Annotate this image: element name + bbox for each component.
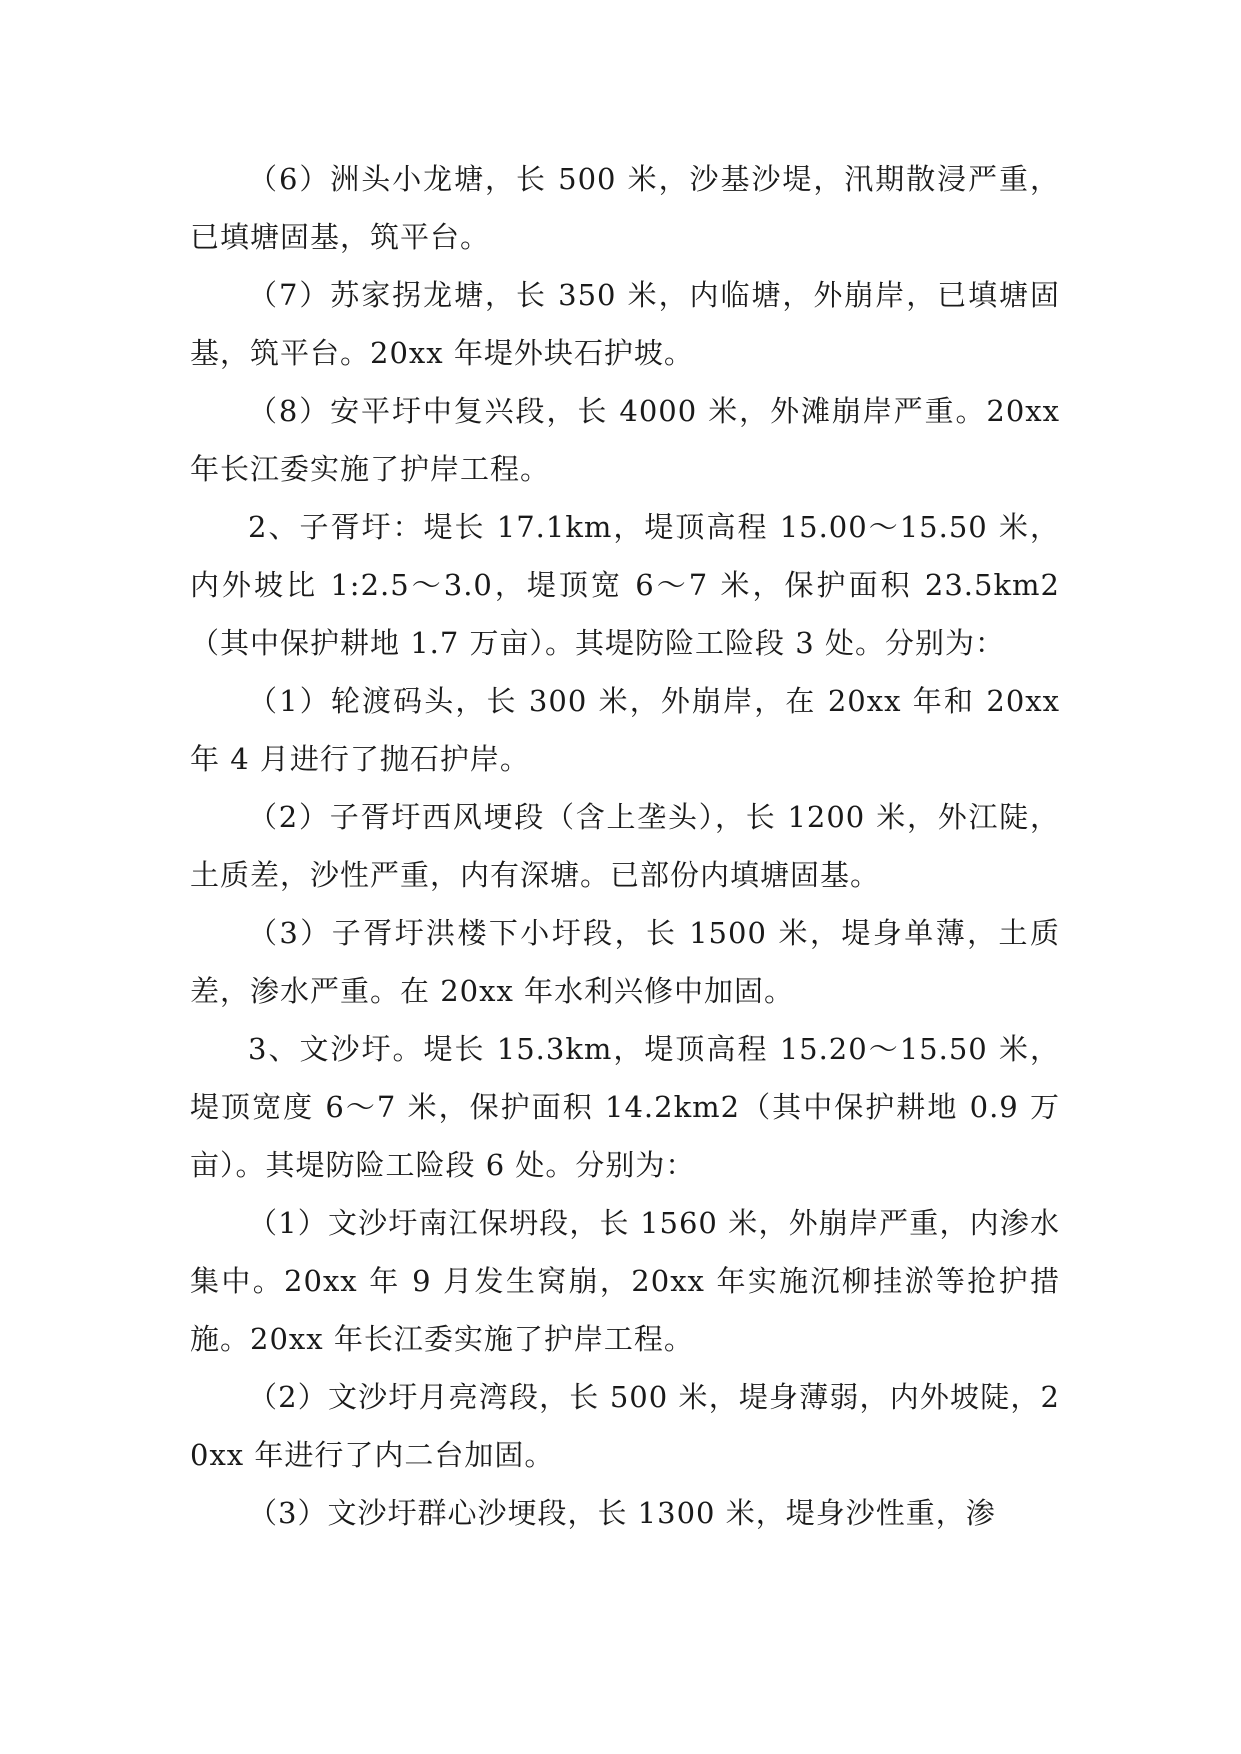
paragraph-8: 3、文沙圩。堤长 15.3km，堤顶高程 15.20～15.50 米，堤顶宽度 6～7 米，保护面积 14.2km2（其中保护耕地 0.9 万亩）。其堤防险工险段 6 处。分别为： [190,1032,1060,1182]
paragraph-4: 2、子胥圩：堤长 17.1km，堤顶高程 15.00～15.50 米，内外坡比 1:2.5～3.0，堤顶宽 6～7 米，保护面积 23.5km2（其中保护耕地 1.7 万亩）。其堤防险工险段 3 处。分别为： [190,510,1060,660]
paragraph-11: （3）文沙圩群心沙埂段，长 1300 米，堤身沙性重，渗 [248,1496,996,1530]
paragraph-6: （2）子胥圩西风埂段（含上垄头），长 1200 米，外江陡，土质差，沙性严重，内有深塘。已部份内填塘固基。 [190,800,1060,892]
paragraph-5: （1）轮渡码头，长 300 米，外崩岸，在 20xx 年和 20xx 年 4 月进行了抛石护岸。 [190,684,1060,776]
paragraph-3: （8）安平圩中复兴段，长 4000 米，外滩崩岸严重。20xx 年长江委实施了护岸工程。 [190,394,1060,486]
paragraph-10: （2）文沙圩月亮湾段，长 500 米，堤身薄弱，内外坡陡，20xx 年进行了内二台加固。 [190,1380,1060,1472]
paragraph-9: （1）文沙圩南江保坍段，长 1560 米，外崩岸严重，内渗水集中。20xx 年 9 月发生窝崩，20xx 年实施沉柳挂淤等抢护措施。20xx 年长江委实施了护岸工程。 [190,1206,1060,1356]
paragraph-7: （3）子胥圩洪楼下小圩段，长 1500 米，堤身单薄，土质差，渗水严重。在 20xx 年水利兴修中加固。 [190,916,1060,1008]
document-body [190,150,1060,1542]
paragraph-1: （6）洲头小龙塘，长 500 米，沙基沙堤，汛期散浸严重，已填塘固基，筑平台。 [190,162,1060,254]
paragraph-2: （7）苏家拐龙塘，长 350 米，内临塘，外崩岸，已填塘固基，筑平台。20xx 年堤外块石护坡。 [190,278,1060,370]
